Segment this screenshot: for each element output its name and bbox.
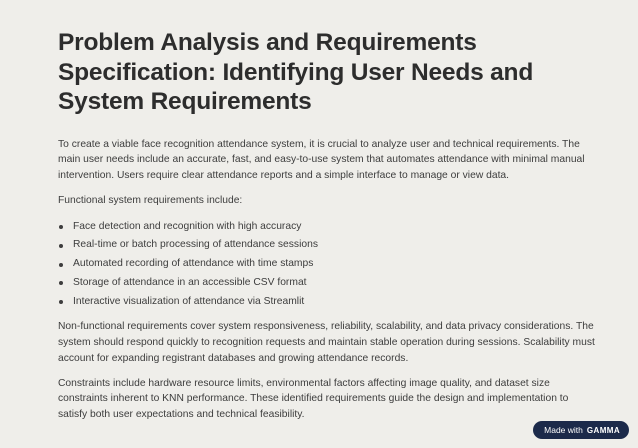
- bullet-icon: [59, 225, 63, 229]
- list-item-text: Automated recording of attendance with time stamps: [73, 258, 314, 270]
- list-item-text: Interactive visualization of attendance via Streamlit: [73, 295, 305, 307]
- list-item: [58, 255, 598, 274]
- bullet-icon: [59, 263, 63, 267]
- page-title: Problem Analysis and Requirements Specification: Identifying User Needs and System Requirements: [58, 29, 534, 115]
- slide-content: [58, 28, 598, 423]
- list-item: [58, 218, 598, 237]
- badge-prefix: Made with: [544, 425, 583, 435]
- list-item-text: Real-time or batch processing of attendance sessions: [73, 239, 318, 251]
- list-item-text: Face detection and recognition with high accuracy: [73, 220, 302, 232]
- functional-requirements-list: [58, 218, 598, 312]
- bullet-icon: [59, 244, 63, 248]
- constraints-paragraph: Constraints include hardware resource limits, environmental factors affecting image quality, and dataset size constraints inherent to KNN performance. These identified requirements guide the design and implementation to satisfy both user expectations and technical feasibility.: [58, 377, 569, 421]
- gamma-logo-text: GAMMA: [586, 425, 620, 435]
- functional-requirements-label: Functional system requirements include:: [58, 194, 243, 206]
- bullet-icon: [59, 300, 63, 304]
- bullet-icon: [59, 281, 63, 285]
- list-item: [58, 274, 598, 293]
- made-with-gamma-badge[interactable]: [533, 421, 629, 439]
- intro-paragraph: To create a viable face recognition attendance system, it is crucial to analyze user and technical requirements. The main user needs include an accurate, fast, and easy-to-use system that automates attendance with minimal manual intervention. Users require clear attendance reports and a simple interface to manage or view data.: [58, 138, 585, 182]
- nonfunctional-paragraph: Non-functional requirements cover system responsiveness, reliability, scalability, and data privacy considerations. The system should respond quickly to recognition requests and maintain stable operation during sessions. Scalability must account for expanding registrant databases and growing attendance records.: [58, 321, 595, 364]
- list-item-text: Storage of attendance in an accessible CSV format: [73, 276, 307, 288]
- list-item: [58, 293, 598, 312]
- list-item: [58, 236, 598, 255]
